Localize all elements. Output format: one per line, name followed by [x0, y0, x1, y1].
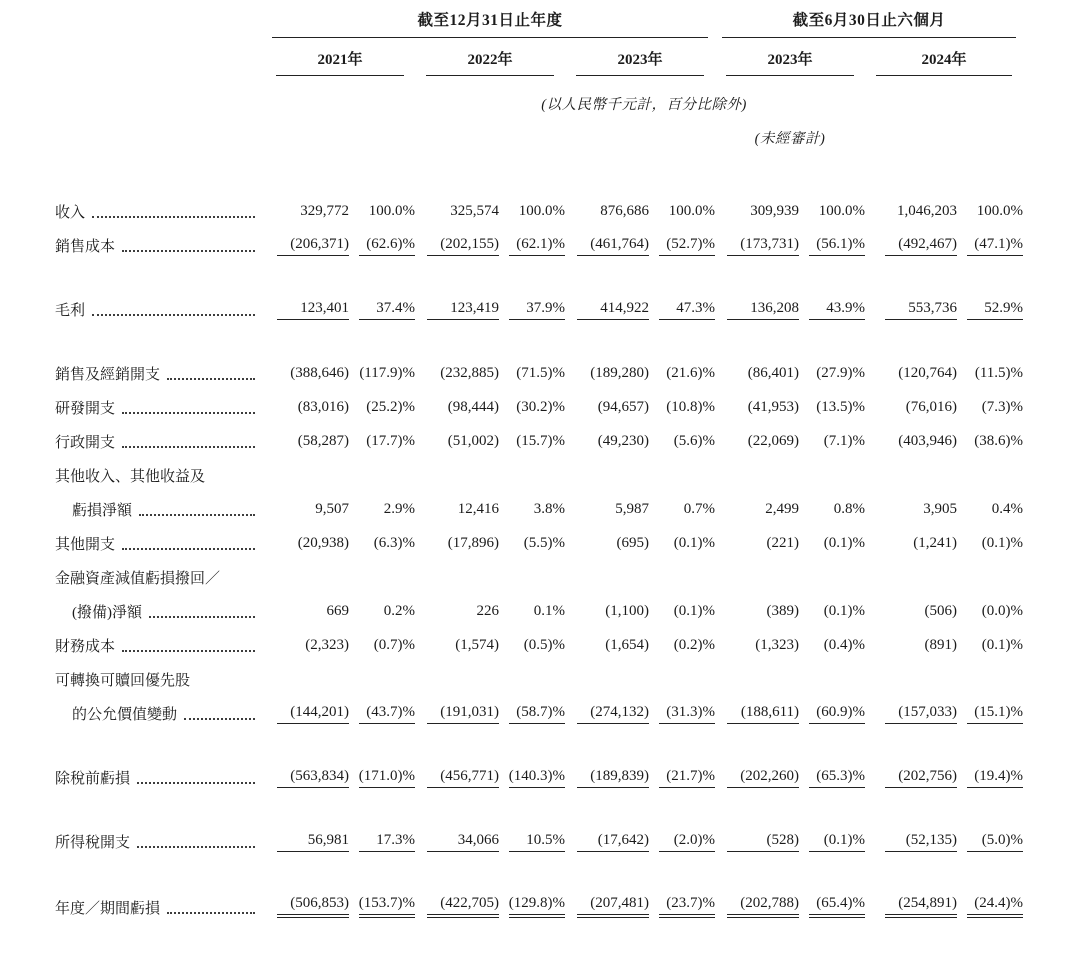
value-cell: (1,654) [605, 637, 649, 653]
percent-cell: (56.1)% [799, 226, 865, 260]
percent-cell: 100.0% [668, 203, 716, 219]
row-preferred-shares-fv-change [55, 694, 1023, 728]
value-cell: 669 [326, 603, 349, 619]
row-revenue [55, 192, 1023, 226]
value-cell: (17,896) [447, 535, 499, 551]
percent-cell: 100.0% [368, 203, 415, 219]
value-cell: (17,642) [565, 822, 649, 856]
percent-cell: 17.3% [349, 822, 415, 856]
value-cell: (49,230) [597, 433, 649, 449]
row-selling-expenses [55, 354, 1023, 388]
value-cell: 5,987 [615, 501, 649, 517]
percent-cell: 47.3% [649, 290, 715, 324]
value-cell: (403,946) [898, 433, 958, 449]
percent-cell: (30.2)% [516, 399, 565, 415]
percent-cell: (21.7)% [649, 758, 715, 792]
percent-cell: 100.0% [976, 203, 1024, 219]
unaudited-note-row [55, 114, 1023, 148]
value-cell: (202,155) [415, 226, 499, 260]
percent-cell: (10.8)% [666, 399, 716, 415]
value-cell: (41,953) [747, 399, 800, 415]
row-other-expenses [55, 524, 1023, 558]
value-cell: 414,922 [565, 290, 649, 324]
percent-cell: (117.9)% [359, 365, 415, 381]
value-cell: 12,416 [457, 501, 499, 517]
value-cell: (388,646) [290, 365, 349, 381]
value-cell: (144,201) [265, 694, 349, 728]
percent-cell: (5.5)% [523, 535, 565, 551]
row-label: 的公允價值變動 [55, 694, 265, 728]
units-note: (以人民幣千元計，百分比除外) [541, 97, 747, 113]
percent-cell: (43.7)% [349, 694, 415, 728]
value-cell: (94,657) [597, 399, 649, 415]
year-2023: 2023年 [565, 38, 715, 76]
income-statement-table [55, 8, 1023, 922]
percent-cell: (0.4)% [823, 637, 866, 653]
value-cell: 136,208 [715, 290, 799, 324]
year-header-row [55, 38, 1023, 76]
value-cell: (58,287) [297, 433, 349, 449]
header-corner [55, 38, 265, 76]
value-cell: (232,885) [440, 365, 499, 381]
value-cell: (891) [924, 637, 958, 653]
percent-cell: (60.9)% [799, 694, 865, 728]
spacer [55, 324, 1023, 354]
spacer [55, 792, 1023, 822]
percent-cell: 0.4% [991, 501, 1024, 517]
percent-cell: 0.7% [683, 501, 716, 517]
percent-cell: (15.1)% [957, 694, 1023, 728]
row-impairment-label [55, 558, 1023, 592]
value-cell: (422,705) [415, 886, 499, 922]
value-cell: (22,069) [747, 433, 800, 449]
value-cell: (51,002) [447, 433, 499, 449]
row-label: 銷售及經銷開支 [55, 354, 265, 388]
dot-leader [149, 616, 255, 618]
percent-cell: 43.9% [799, 290, 865, 324]
percent-cell: (23.7)% [649, 886, 715, 922]
row-loss-for-period [55, 886, 1023, 922]
value-cell: (83,016) [297, 399, 349, 415]
value-cell: (492,467) [865, 226, 957, 260]
dot-leader [184, 718, 255, 720]
row-label: 金融資產減值虧損撥回／ [55, 571, 221, 587]
row-finance-costs [55, 626, 1023, 660]
value-cell: (52,135) [865, 822, 957, 856]
percent-cell: (0.7)% [373, 637, 415, 653]
year-2021: 2021年 [265, 38, 415, 76]
value-cell: (506,853) [265, 886, 349, 922]
percent-cell: 100.0% [818, 203, 866, 219]
row-label: (撥備)淨額 [55, 592, 265, 626]
value-cell: 9,507 [315, 501, 349, 517]
row-label: 財務成本 [55, 626, 265, 660]
row-label: 其他收入、其他收益及 [55, 469, 206, 485]
dot-leader [122, 548, 255, 550]
percent-cell: 2.9% [383, 501, 415, 517]
percent-cell: (31.3)% [649, 694, 715, 728]
percent-cell: (24.4)% [957, 886, 1023, 922]
row-other-income-label [55, 456, 1023, 490]
value-cell: (202,260) [715, 758, 799, 792]
row-label: 毛利 [55, 290, 265, 324]
value-cell: (189,280) [590, 365, 649, 381]
percent-cell: (65.4)% [799, 886, 865, 922]
percent-cell: (6.3)% [373, 535, 415, 551]
value-cell: 56,981 [265, 822, 349, 856]
value-cell: (221) [766, 535, 800, 551]
value-cell: (120,764) [898, 365, 958, 381]
percent-cell: (15.7)% [516, 433, 565, 449]
row-label: 虧損淨額 [55, 490, 265, 524]
percent-cell: (11.5)% [974, 365, 1024, 381]
period-group-header-row [55, 8, 1023, 38]
value-cell: (461,764) [565, 226, 649, 260]
value-cell: (1,241) [913, 535, 958, 551]
spacer [55, 856, 1023, 886]
value-cell: 309,939 [750, 203, 800, 219]
percent-cell: (171.0)% [349, 758, 415, 792]
percent-cell: (140.3)% [499, 758, 565, 792]
percent-cell: 0.2% [383, 603, 415, 619]
row-label: 研發開支 [55, 388, 265, 422]
percent-cell: (19.4)% [957, 758, 1023, 792]
row-label: 年度／期間虧損 [55, 886, 265, 922]
spacer [55, 148, 1023, 192]
percent-cell: (17.7)% [366, 433, 415, 449]
row-loss-before-tax [55, 758, 1023, 792]
percent-cell: (5.6)% [673, 433, 716, 449]
percent-cell: (38.6)% [974, 433, 1024, 449]
value-cell: 325,574 [450, 203, 499, 219]
percent-cell: (52.7)% [649, 226, 715, 260]
percent-cell: (65.3)% [799, 758, 865, 792]
percent-cell: (0.1)% [823, 603, 866, 619]
percent-cell: (62.6)% [349, 226, 415, 260]
value-cell: 329,772 [300, 203, 349, 219]
percent-cell: 37.4% [349, 290, 415, 324]
value-cell: (389) [766, 603, 800, 619]
value-cell: (695) [616, 535, 649, 551]
value-cell: (506) [924, 603, 958, 619]
percent-cell: 10.5% [499, 822, 565, 856]
period-group-interim: 截至6月30日止六個月 [715, 8, 1023, 38]
value-cell: 226 [476, 603, 499, 619]
percent-cell: 0.8% [833, 501, 866, 517]
row-other-income-net [55, 490, 1023, 524]
value-cell: (274,132) [565, 694, 649, 728]
row-label: 所得稅開支 [55, 822, 265, 856]
value-cell: (1,574) [455, 637, 499, 653]
percent-cell: 37.9% [499, 290, 565, 324]
value-cell: (76,016) [905, 399, 958, 415]
percent-cell: (0.1)% [823, 535, 866, 551]
percent-cell: (7.1)% [823, 433, 866, 449]
percent-cell: (71.5)% [516, 365, 565, 381]
dot-leader [167, 378, 255, 380]
row-label: 除稅前虧損 [55, 758, 265, 792]
value-cell: (98,444) [447, 399, 499, 415]
percent-cell: (129.8)% [499, 886, 565, 922]
value-cell: 876,686 [600, 203, 649, 219]
row-label: 行政開支 [55, 422, 265, 456]
percent-cell: (47.1)% [957, 226, 1023, 260]
dot-leader [137, 846, 255, 848]
percent-cell: (62.1)% [499, 226, 565, 260]
units-note-row [55, 76, 1023, 114]
value-cell: (528) [715, 822, 799, 856]
percent-cell: (7.3)% [981, 399, 1024, 415]
spacer [55, 728, 1023, 758]
percent-cell: (0.1)% [981, 637, 1024, 653]
dot-leader [122, 650, 255, 652]
percent-cell: (0.1)% [673, 603, 716, 619]
percent-cell: (0.0)% [981, 603, 1024, 619]
dot-leader [167, 912, 255, 914]
row-label: 可轉換可贖回優先股 [55, 673, 191, 689]
dot-leader [92, 314, 255, 316]
value-cell: (191,031) [415, 694, 499, 728]
percent-cell: 0.1% [533, 603, 565, 619]
percent-cell: 100.0% [518, 203, 565, 219]
percent-cell: (153.7)% [349, 886, 415, 922]
spacer [55, 260, 1023, 290]
value-cell: (206,371) [265, 226, 349, 260]
value-cell: 553,736 [865, 290, 957, 324]
row-income-tax [55, 822, 1023, 856]
percent-cell: (5.0)% [957, 822, 1023, 856]
value-cell: (20,938) [297, 535, 349, 551]
percent-cell: (25.2)% [366, 399, 415, 415]
dot-leader [139, 514, 255, 516]
row-admin-expenses [55, 422, 1023, 456]
percent-cell: 52.9% [957, 290, 1023, 324]
percent-cell: 3.8% [533, 501, 565, 517]
dot-leader [122, 412, 255, 414]
value-cell: (456,771) [415, 758, 499, 792]
percent-cell: (0.1)% [799, 822, 865, 856]
dot-leader [122, 250, 255, 252]
row-preferred-shares-label [55, 660, 1023, 694]
row-label: 其他開支 [55, 524, 265, 558]
value-cell: 1,046,203 [897, 203, 958, 219]
year-2023-interim: 2023年 [715, 38, 865, 76]
value-cell: (188,611) [715, 694, 799, 728]
row-label: 銷售成本 [55, 226, 265, 260]
value-cell: (1,100) [605, 603, 649, 619]
header-corner [55, 8, 265, 38]
percent-cell: (58.7)% [499, 694, 565, 728]
row-label: 收入 [55, 192, 265, 226]
year-2022: 2022年 [415, 38, 565, 76]
unaudited-note: (未經審計) [754, 131, 826, 147]
value-cell: (86,401) [747, 365, 800, 381]
percent-cell: (21.6)% [666, 365, 716, 381]
value-cell: (2,323) [305, 637, 349, 653]
percent-cell: (0.1)% [981, 535, 1024, 551]
percent-cell: (0.5)% [523, 637, 565, 653]
value-cell: 3,905 [923, 501, 958, 517]
percent-cell: (0.2)% [673, 637, 716, 653]
value-cell: 123,401 [265, 290, 349, 324]
value-cell: (1,323) [755, 637, 800, 653]
percent-cell: (13.5)% [816, 399, 866, 415]
value-cell: 34,066 [415, 822, 499, 856]
value-cell: (207,481) [565, 886, 649, 922]
value-cell: 2,499 [765, 501, 800, 517]
period-group-annual: 截至12月31日止年度 [265, 8, 715, 38]
row-impairment-net [55, 592, 1023, 626]
row-gross-profit [55, 290, 1023, 324]
row-rd-expenses [55, 388, 1023, 422]
dot-leader [137, 782, 255, 784]
percent-cell: (27.9)% [816, 365, 866, 381]
value-cell: (173,731) [715, 226, 799, 260]
dot-leader [122, 446, 255, 448]
year-2024-interim: 2024年 [865, 38, 1023, 76]
row-cost-of-sales [55, 226, 1023, 260]
percent-cell: (0.1)% [673, 535, 716, 551]
value-cell: (254,891) [865, 886, 957, 922]
value-cell: (189,839) [565, 758, 649, 792]
value-cell: (157,033) [865, 694, 957, 728]
value-cell: (202,788) [715, 886, 799, 922]
value-cell: 123,419 [415, 290, 499, 324]
percent-cell: (2.0)% [649, 822, 715, 856]
value-cell: (563,834) [265, 758, 349, 792]
dot-leader [92, 216, 255, 218]
value-cell: (202,756) [865, 758, 957, 792]
